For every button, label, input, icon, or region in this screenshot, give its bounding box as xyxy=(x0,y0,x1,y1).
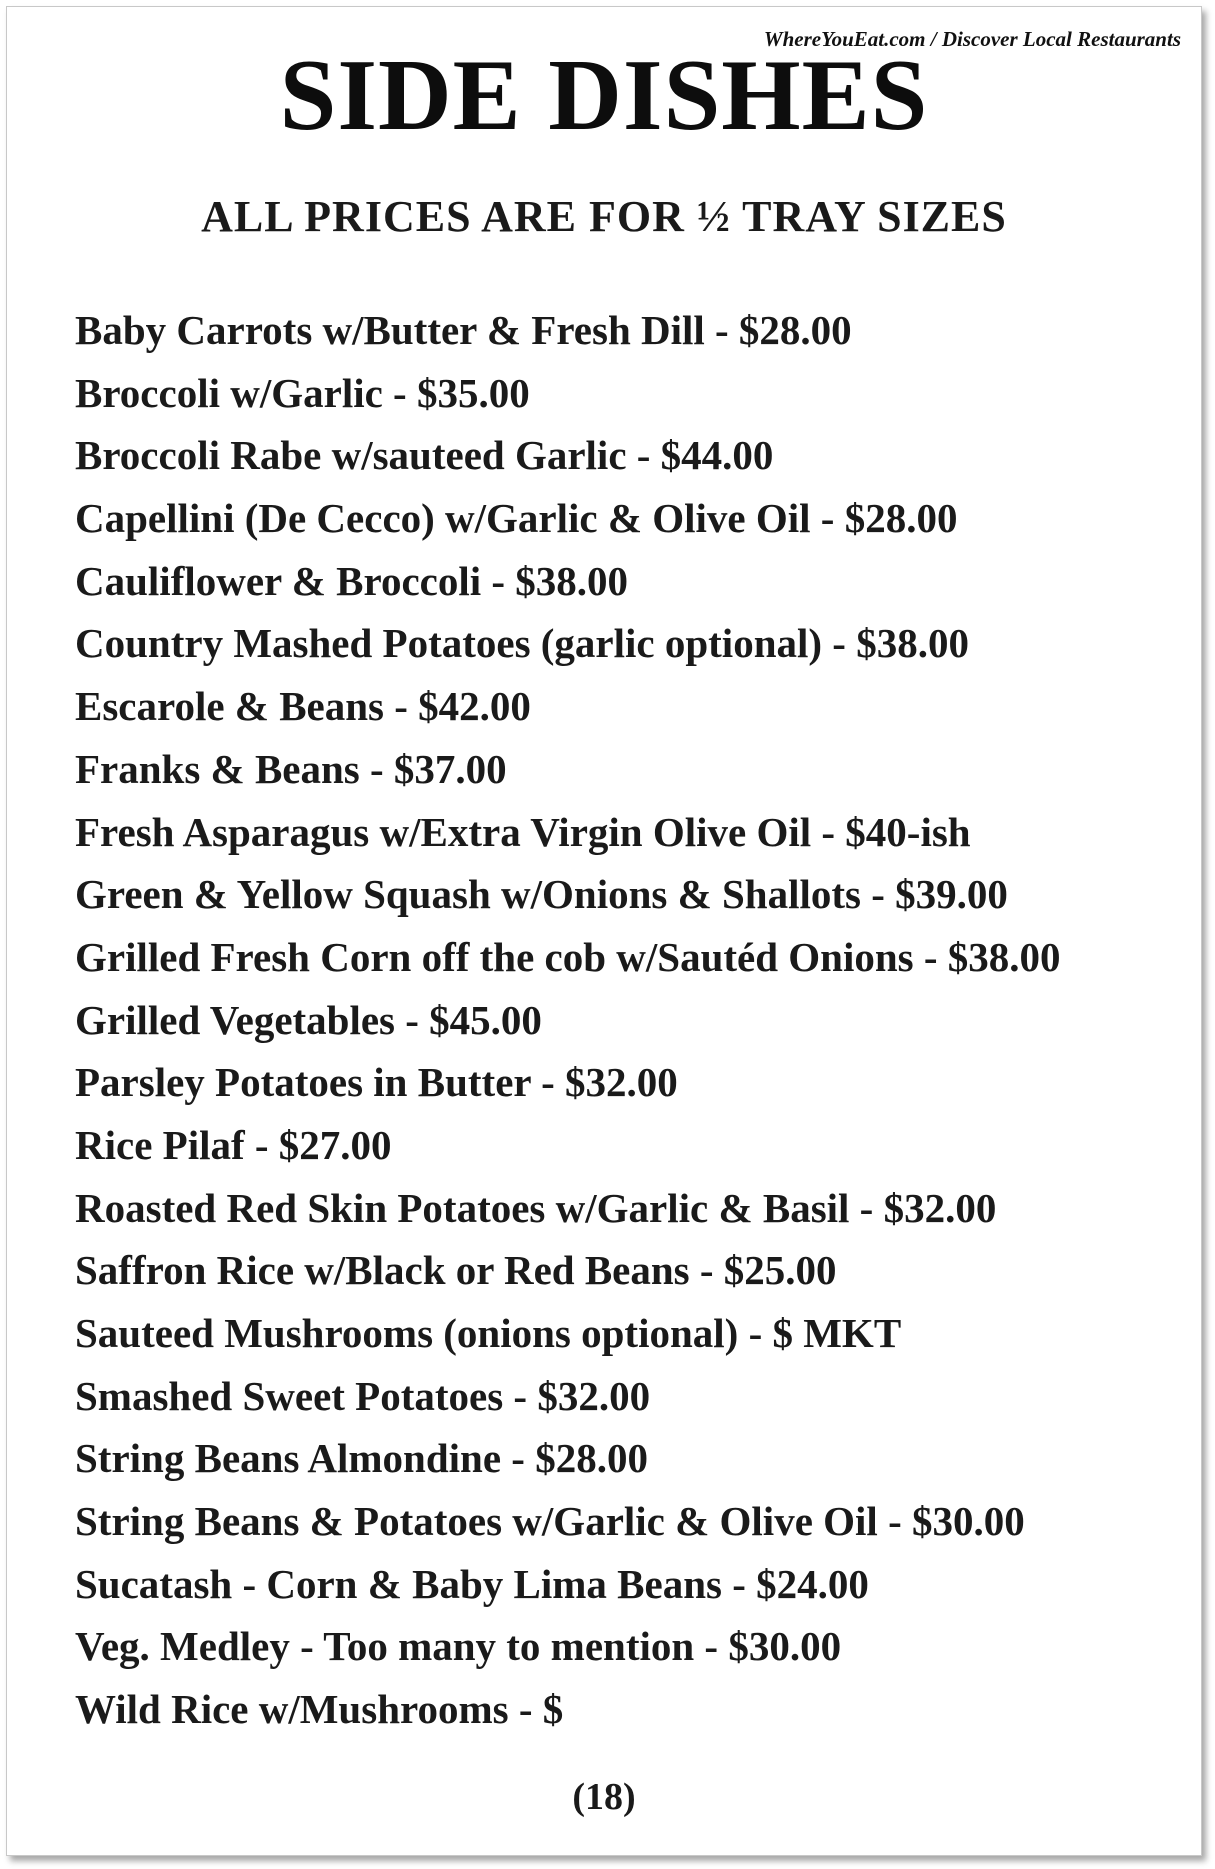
menu-item: Baby Carrots w/Butter & Fresh Dill - $28.00 xyxy=(75,307,852,353)
menu-item: Grilled Fresh Corn off the cob w/Sautéd Onions - $38.00 xyxy=(75,933,1061,980)
menu-item: Roasted Red Skin Potatoes w/Garlic & Basil - $32.00 xyxy=(75,1184,997,1231)
menu-item: Capellini (De Cecco) w/Garlic & Olive Oil - $28.00 xyxy=(75,495,958,542)
menu-item: Cauliflower & Broccoli - $38.00 xyxy=(75,557,629,604)
menu-item: Sucatash - Corn & Baby Lima Beans - $24.00 xyxy=(75,1560,869,1607)
menu-item: Broccoli w/Garlic - $35.00 xyxy=(75,369,530,416)
menu-item: String Beans & Potatoes w/Garlic & Olive Oil - $30.00 xyxy=(75,1498,1025,1545)
page-title: SIDE DISHES xyxy=(279,39,929,152)
menu-item: Wild Rice w/Mushrooms - $ xyxy=(75,1686,564,1733)
menu-item: Veg. Medley - Too many to mention - $30.00 xyxy=(75,1623,842,1670)
menu-item: Smashed Sweet Potatoes - $32.00 xyxy=(75,1372,651,1419)
menu-item: Fresh Asparagus w/Extra Virgin Olive Oil - $40-ish xyxy=(75,808,971,855)
menu-item: Country Mashed Potatoes (garlic optional) - $38.00 xyxy=(75,620,969,667)
page-number: (18) xyxy=(572,1776,636,1818)
menu-item: Escarole & Beans - $42.00 xyxy=(75,683,531,730)
side-dish-list xyxy=(75,299,1181,1741)
menu-item: Rice Pilaf - $27.00 xyxy=(75,1121,392,1168)
menu-item: Parsley Potatoes in Butter - $32.00 xyxy=(75,1059,678,1106)
menu-item: Broccoli Rabe w/sauteed Garlic - $44.00 xyxy=(75,432,774,479)
menu-item: Green & Yellow Squash w/Onions & Shallots - $39.00 xyxy=(75,871,1008,918)
menu-item: Grilled Vegetables - $45.00 xyxy=(75,996,542,1043)
menu-page xyxy=(6,6,1202,1856)
price-note: ALL PRICES ARE FOR ½ TRAY SIZES xyxy=(201,192,1007,241)
menu-item: Franks & Beans - $37.00 xyxy=(75,745,507,792)
menu-item: Sauteed Mushrooms (onions optional) - $ MKT xyxy=(75,1310,902,1356)
menu-item: Saffron Rice w/Black or Red Beans - $25.00 xyxy=(75,1247,837,1294)
site-watermark: WhereYouEat.com / Discover Local Restaurants xyxy=(763,27,1181,51)
menu-item: String Beans Almondine - $28.00 xyxy=(75,1435,648,1482)
